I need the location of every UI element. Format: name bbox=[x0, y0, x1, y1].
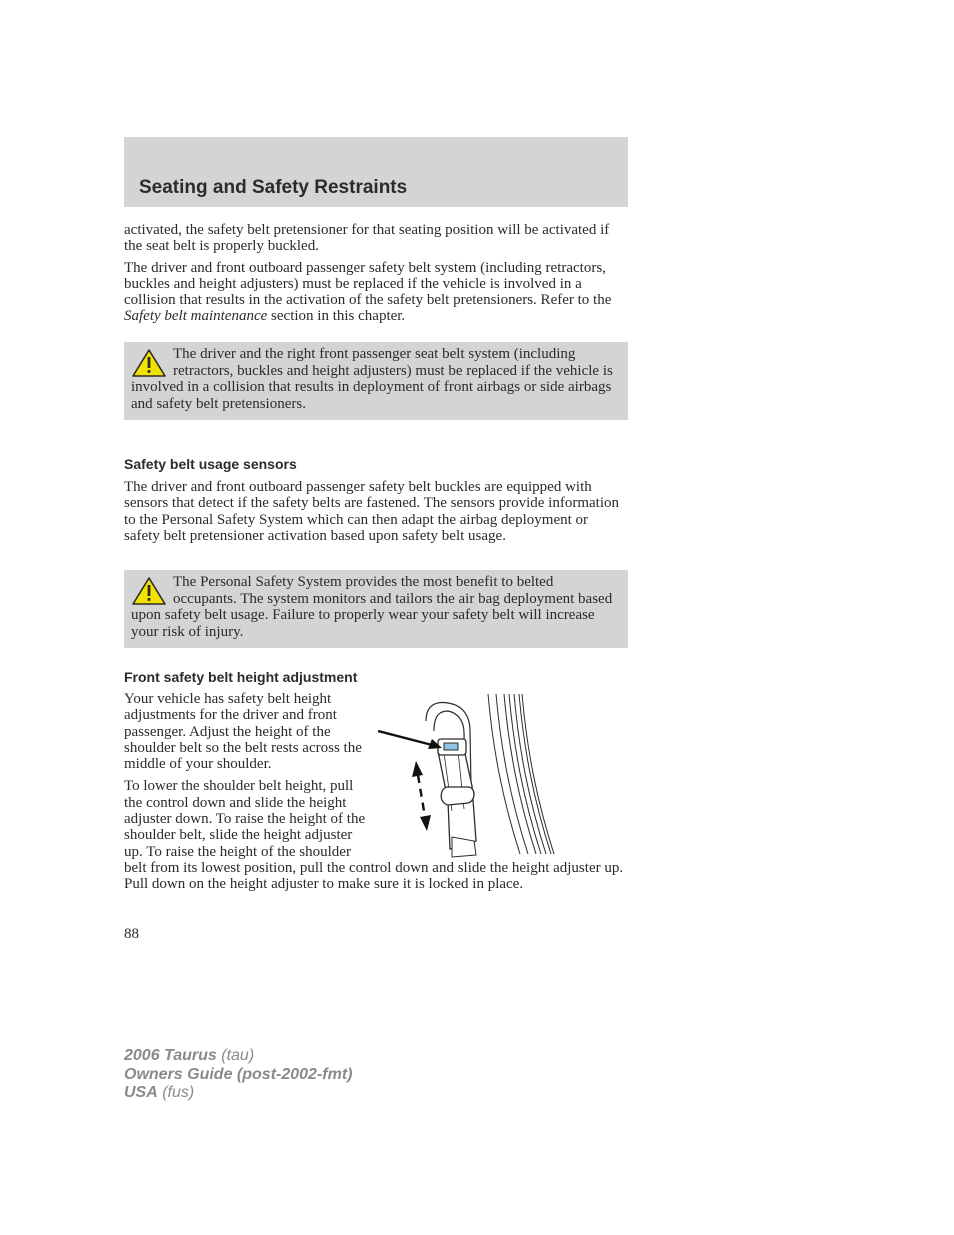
belt-height-adjuster-illustration bbox=[378, 691, 628, 859]
sensors-paragraph: The driver and front outboard passenger safety belt buckles are equipped with sensors that detect if the safety belts are fastened. The sensors provide information to the Personal Safety System which can then adapt the airbag deployment or safety belt pretensioner activation based upon safety belt usage. bbox=[124, 479, 619, 544]
safety-belt-usage-sensors-heading: Safety belt usage sensors bbox=[124, 456, 297, 472]
front-belt-height-adjustment-heading: Front safety belt height adjustment bbox=[124, 669, 358, 685]
height-adjustment-section bbox=[124, 691, 628, 893]
intro-paragraph-1: activated, the safety belt pretensioner for that seating position will be activated if the seat belt is properly buckled. bbox=[124, 222, 610, 255]
section-header-band bbox=[124, 137, 628, 207]
footer-line-3: USA (fus) bbox=[124, 1084, 195, 1101]
intro-paragraph-2: The driver and front outboard passenger safety belt system (including retractors, buckles and height adjusters) must be replaced if the vehicle is involved in a collision that results in the activation of the safety belt pretensioners. Refer to the Safety belt maintenance section in this chapter. bbox=[124, 259, 612, 325]
warning-1-text: The driver and the right front passenger seat belt system (including retractors, buckles and height adjusters) must be replaced if the vehicle is involved in a collision that results in deployment of front airbags or side airbags and safety belt pretensioners. bbox=[131, 346, 613, 412]
warning-triangle-icon bbox=[131, 576, 167, 606]
footer-line-2: Owners Guide (post-2002-fmt) bbox=[124, 1065, 353, 1083]
warning-box-2 bbox=[124, 570, 628, 648]
footer-line-1: 2006 Taurus (tau) bbox=[124, 1047, 255, 1064]
page-number: 88 bbox=[124, 926, 139, 942]
warning-2-text: The Personal Safety System provides the most benefit to belted occupants. The system monitors and tailors the air bag deployment based upon safety belt usage. Failure to properly wear your safety belt will increase your risk of injury. bbox=[131, 574, 613, 640]
height-adjustment-paragraph-1: Your vehicle has safety belt height adjustments for the driver and front passenger. Adjust the height of the shoulder belt so the belt rests across the middle of your shoulder. bbox=[124, 691, 362, 773]
sensors-text bbox=[124, 479, 624, 544]
safety-belt-maintenance-reference: Safety belt maintenance bbox=[124, 308, 268, 325]
intro-text bbox=[124, 222, 624, 325]
section-title: Seating and Safety Restraints bbox=[139, 177, 408, 198]
warning-triangle-icon bbox=[131, 348, 167, 378]
document-footer bbox=[124, 1047, 352, 1103]
height-adjustment-paragraph-2: To lower the shoulder belt height, pull the control down and slide the height adjuster down. To raise the height of the shoulder belt, slide the height adjuster up. To raise the height of the shoulder belt from its lowest position, pull the control down and slide the height adjuster up. Pull down on the height adjuster to make sure it is locked in place. bbox=[124, 778, 624, 893]
warning-box-1 bbox=[124, 342, 628, 420]
